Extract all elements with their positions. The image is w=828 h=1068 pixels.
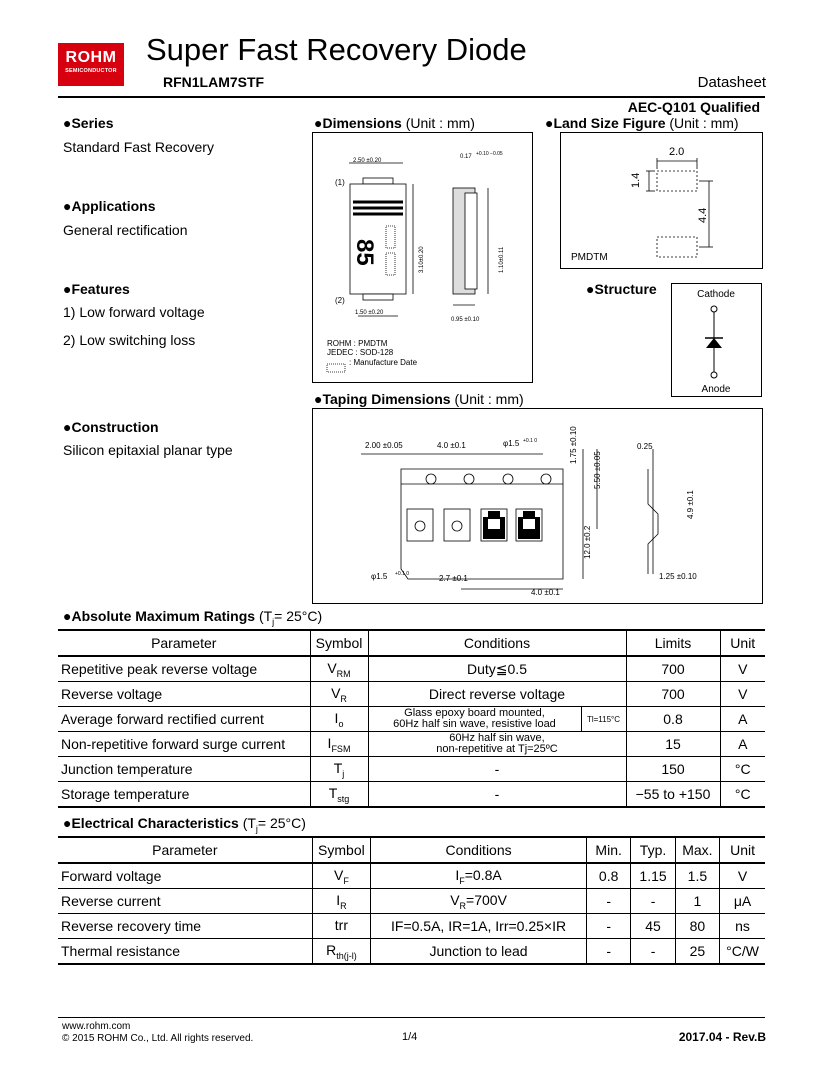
construction-title: Construction	[71, 419, 159, 435]
tape-pitch2: 4.0 ±0.1	[531, 588, 560, 597]
footer-divider	[58, 1017, 765, 1018]
limit-cell: 700	[626, 682, 720, 707]
param-cell: Thermal resistance	[58, 939, 312, 965]
land-unit: (Unit : mm)	[669, 115, 739, 131]
structure-title: Structure	[594, 281, 657, 297]
cond-cell: IF=0.5A, IR=1A, Irr=0.25×IR	[371, 914, 587, 939]
land-drawing	[561, 133, 762, 268]
symbol-text: V	[331, 684, 341, 701]
unit-cell: °C/W	[720, 939, 765, 965]
symbol-cell	[310, 656, 368, 682]
tape-hole-bottom-tol: +0.1 0	[395, 571, 410, 577]
col-header: Min.	[586, 837, 630, 863]
table-row	[58, 782, 765, 808]
min-cell: -	[586, 939, 630, 965]
pin1-label: (1)	[335, 178, 345, 187]
page-title: Super Fast Recovery Diode	[146, 32, 527, 67]
param-cell: Reverse recovery time	[58, 914, 312, 939]
limit-cell: 700	[626, 656, 720, 682]
land-gap: 4.4	[697, 207, 709, 223]
table-row	[58, 914, 765, 939]
elec-cond-end: = 25°C)	[257, 815, 306, 831]
abs-max-table	[58, 629, 765, 808]
dim-side-height: 1.10±0.11	[499, 246, 505, 273]
logo-text: ROHM	[65, 49, 117, 66]
symbol-sub: R	[340, 693, 347, 704]
tape-hole-top-tol: +0.1 0	[523, 438, 538, 444]
dimensions-figure	[312, 132, 533, 383]
table-row	[58, 656, 765, 682]
symbol-text: T	[328, 784, 338, 801]
col-header: Conditions	[371, 837, 587, 863]
tape-hole-top: φ1.5	[503, 439, 520, 448]
symbol-cell	[312, 939, 370, 965]
typ-cell: -	[631, 889, 675, 914]
tape-edge: 1.75 ±0.10	[569, 426, 578, 464]
symbol-cell	[312, 863, 370, 889]
part-number: RFN1LAM7STF	[163, 74, 265, 90]
typ-cell: -	[631, 939, 675, 965]
unit-cell: °C	[720, 782, 765, 808]
cond-cell: Junction to lead	[371, 939, 587, 965]
unit-cell: °C	[720, 757, 765, 782]
dimensions-title: Dimensions	[322, 115, 402, 131]
cond-cell	[371, 889, 587, 914]
symbol-sub: j	[342, 768, 345, 779]
abs-max-cond: (T	[258, 608, 273, 624]
cond-cell: Duty≦0.5	[368, 656, 626, 682]
pin2-label: (2)	[335, 296, 345, 305]
structure-figure	[671, 283, 762, 397]
tape-width: 12.0 ±0.2	[583, 525, 592, 559]
dim-side-top: 0.17	[460, 154, 472, 160]
cond-sub: R	[459, 900, 467, 911]
typ-cell: 45	[631, 914, 675, 939]
cond-end: =700V	[466, 891, 507, 908]
limit-cell: 15	[626, 732, 720, 757]
symbol-text: V	[327, 659, 337, 676]
param-cell: Junction temperature	[58, 757, 310, 782]
anode-label: Anode	[701, 384, 731, 395]
elec-title: Electrical Characteristics	[71, 815, 239, 831]
unit-cell: ns	[720, 914, 765, 939]
tape-center: 5.50 ±0.05	[593, 451, 602, 489]
max-cell: 1.5	[675, 863, 719, 889]
symbol-text: I	[327, 734, 332, 751]
rohm-logo	[58, 43, 124, 86]
abs-max-title: Absolute Maximum Ratings	[71, 608, 256, 624]
series-title: Series	[71, 115, 114, 131]
table-row	[58, 732, 765, 757]
limit-cell: 0.8	[626, 707, 720, 732]
elec-cond-sub: j	[255, 823, 258, 834]
cond-line2: 60Hz half sin wave, resistive load	[393, 718, 556, 730]
typ-cell: 1.15	[631, 863, 675, 889]
min-cell: 0.8	[586, 863, 630, 889]
dimensions-drawing	[313, 133, 532, 382]
device-marking: 85	[351, 239, 378, 266]
tape-side: 1.25 ±0.10	[659, 572, 697, 581]
unit-cell: A	[720, 707, 765, 732]
symbol-cell	[312, 889, 370, 914]
min-cell: -	[586, 889, 630, 914]
symbol-sub: RM	[336, 668, 351, 679]
cond-line1: Glass epoxy board mounted,	[404, 707, 545, 719]
symbol-sub: o	[338, 718, 344, 729]
param-cell: Reverse current	[58, 889, 312, 914]
package-rohm: ROHM : PMDTM	[327, 339, 388, 348]
feature-item: 2) Low switching loss	[63, 332, 196, 348]
dimensions-heading: ●Dimensions (Unit : mm)	[314, 115, 475, 131]
cond-cell: -	[368, 782, 626, 808]
symbol-cell	[310, 757, 368, 782]
land-title: Land Size Figure	[553, 115, 666, 131]
symbol-sub: F	[343, 875, 349, 886]
taping-window	[523, 519, 535, 529]
tape-hole-bottom: φ1.5	[371, 572, 388, 581]
cond-cell	[368, 732, 626, 757]
structure-drawing	[672, 284, 761, 396]
symbol-text: I	[334, 709, 339, 726]
elec-heading: ●Electrical Characteristics $(T_j= 25^\circ C)$	[63, 815, 306, 834]
dim-top-width: 2.50 ±0.20	[353, 158, 382, 164]
cond-line2: non-repetitive at Tj=25ºC	[436, 743, 558, 755]
series-text: Standard Fast Recovery	[63, 139, 214, 155]
abs-max-cond-sub: j	[272, 616, 275, 627]
symbol-text: T	[333, 759, 343, 776]
dim-side-bottom: 0.95 ±0.10	[451, 317, 480, 323]
symbol-cell	[310, 707, 368, 732]
structure-heading: ●Structure	[586, 281, 657, 297]
feature-item: 1) Low forward voltage	[63, 304, 205, 320]
applications-heading: ●Applications	[63, 198, 156, 214]
col-header: Unit	[720, 837, 765, 863]
col-header: Symbol	[312, 837, 370, 863]
param-cell: Forward voltage	[58, 863, 312, 889]
taping-drawing	[313, 409, 762, 603]
land-figure	[560, 132, 763, 269]
symbol-cell	[310, 682, 368, 707]
symbol-text: trr	[334, 916, 348, 933]
tape-pocket-width: 2.7 ±0.1	[439, 574, 468, 583]
construction-text: Silicon epitaxial planar type	[63, 442, 233, 458]
table-row	[58, 889, 765, 914]
col-header: Unit	[720, 630, 765, 656]
package-jedec: JEDEC : SOD-128	[327, 348, 394, 357]
cathode-label: Cathode	[697, 289, 735, 300]
cond-cell	[368, 707, 626, 732]
table-header-row	[58, 630, 765, 656]
col-header: Parameter	[58, 630, 310, 656]
applications-title: Applications	[71, 198, 156, 214]
dim-side-top-tol: +0.10 −0.05	[476, 151, 503, 157]
revision: 2017.04 - Rev.B	[678, 1030, 766, 1044]
page-number: 1/4	[402, 1031, 418, 1043]
symbol-sub: th(j-l)	[336, 950, 357, 961]
max-cell: 1	[675, 889, 719, 914]
cond-sub: F	[459, 875, 465, 886]
taping-pocket	[523, 511, 535, 517]
col-header: Symbol	[310, 630, 368, 656]
symbol-sub: FSM	[331, 743, 351, 754]
series-heading: ●Series	[63, 115, 114, 131]
doc-type: Datasheet	[697, 74, 766, 91]
col-header: Typ.	[631, 837, 675, 863]
dimensions-unit: (Unit : mm)	[405, 115, 475, 131]
land-width: 2.0	[669, 146, 685, 158]
features-title: Features	[71, 281, 130, 297]
taping-figure	[312, 408, 763, 604]
tape-depth: 4.9 ±0.1	[686, 490, 695, 519]
land-height: 1.4	[630, 172, 642, 188]
table-header-row	[58, 837, 765, 863]
unit-cell: V	[720, 863, 765, 889]
col-header: Parameter	[58, 837, 312, 863]
col-header: Limits	[626, 630, 720, 656]
limit-cell: 150	[626, 757, 720, 782]
min-cell: -	[586, 914, 630, 939]
symbol-cell	[312, 914, 370, 939]
elec-table	[58, 836, 765, 965]
unit-cell: V	[720, 682, 765, 707]
abs-max-heading: ●Absolute Maximum Ratings $(T_j= 25^\circ C)$	[63, 608, 323, 627]
param-cell: Reverse voltage	[58, 682, 310, 707]
abs-max-cond-end: = 25°C)	[274, 608, 323, 624]
symbol-text: I	[336, 891, 341, 908]
symbol-cell	[310, 782, 368, 808]
table-row	[58, 939, 765, 965]
cond-cell	[371, 863, 587, 889]
package-date: : Manufacture Date	[349, 358, 418, 367]
table-row	[58, 757, 765, 782]
param-cell: Average forward rectified current	[58, 707, 310, 732]
logo-subtext: SEMICONDUCTOR	[65, 68, 117, 74]
unit-cell: μA	[720, 889, 765, 914]
construction-heading: ●Construction	[63, 419, 159, 435]
header-divider	[58, 96, 765, 98]
unit-cell: A	[720, 732, 765, 757]
diode-icon	[706, 338, 722, 348]
max-cell: 25	[675, 939, 719, 965]
applications-text: General rectification	[63, 222, 188, 238]
symbol-text: R	[326, 941, 337, 958]
tape-pitch1: 4.0 ±0.1	[437, 441, 466, 450]
taping-pocket	[488, 511, 500, 517]
dim-bottom-width: 1.50 ±0.20	[355, 310, 384, 316]
col-header: Conditions	[368, 630, 626, 656]
qualification: AEC-Q101 Qualified	[627, 99, 760, 115]
taping-title: Taping Dimensions	[322, 391, 451, 407]
taping-window	[488, 519, 500, 529]
cond-line1: 60Hz half sin wave,	[449, 732, 545, 744]
cond-cell: -	[368, 757, 626, 782]
col-header: Max.	[675, 837, 719, 863]
symbol-sub: stg	[337, 793, 350, 804]
cond-end: =0.8A	[464, 866, 502, 883]
unit-cell: V	[720, 656, 765, 682]
param-cell: Storage temperature	[58, 782, 310, 808]
elec-cond: (T	[242, 815, 256, 831]
taping-unit: (Unit : mm)	[454, 391, 524, 407]
tape-thickness: 0.25	[637, 442, 653, 451]
cond-text: I	[455, 866, 460, 883]
param-cell: Non-repetitive forward surge current	[58, 732, 310, 757]
cond-text: V	[450, 891, 460, 908]
footer-url[interactable]: www.rohm.com	[62, 1021, 131, 1032]
footer-copyright: © 2015 ROHM Co., Ltd. All rights reserved.	[62, 1033, 254, 1044]
symbol-text: V	[333, 866, 344, 883]
cond-extra: Tl=115°C	[586, 714, 621, 724]
table-row	[58, 863, 765, 889]
param-cell: Repetitive peak reverse voltage	[58, 656, 310, 682]
land-heading: ●Land Size Figure (Unit : mm)	[545, 115, 739, 131]
limit-cell: −55 to +150	[626, 782, 720, 808]
symbol-sub: R	[340, 900, 347, 911]
table-row	[58, 707, 765, 732]
table-row	[58, 682, 765, 707]
land-package: PMDTM	[571, 252, 608, 263]
features-heading: ●Features	[63, 281, 130, 297]
dim-height: 3.10±0.20	[419, 246, 425, 273]
cond-cell: Direct reverse voltage	[368, 682, 626, 707]
symbol-cell	[310, 732, 368, 757]
taping-heading: ●Taping Dimensions (Unit : mm)	[314, 391, 524, 407]
max-cell: 80	[675, 914, 719, 939]
tape-pitch0: 2.00 ±0.05	[365, 441, 403, 450]
